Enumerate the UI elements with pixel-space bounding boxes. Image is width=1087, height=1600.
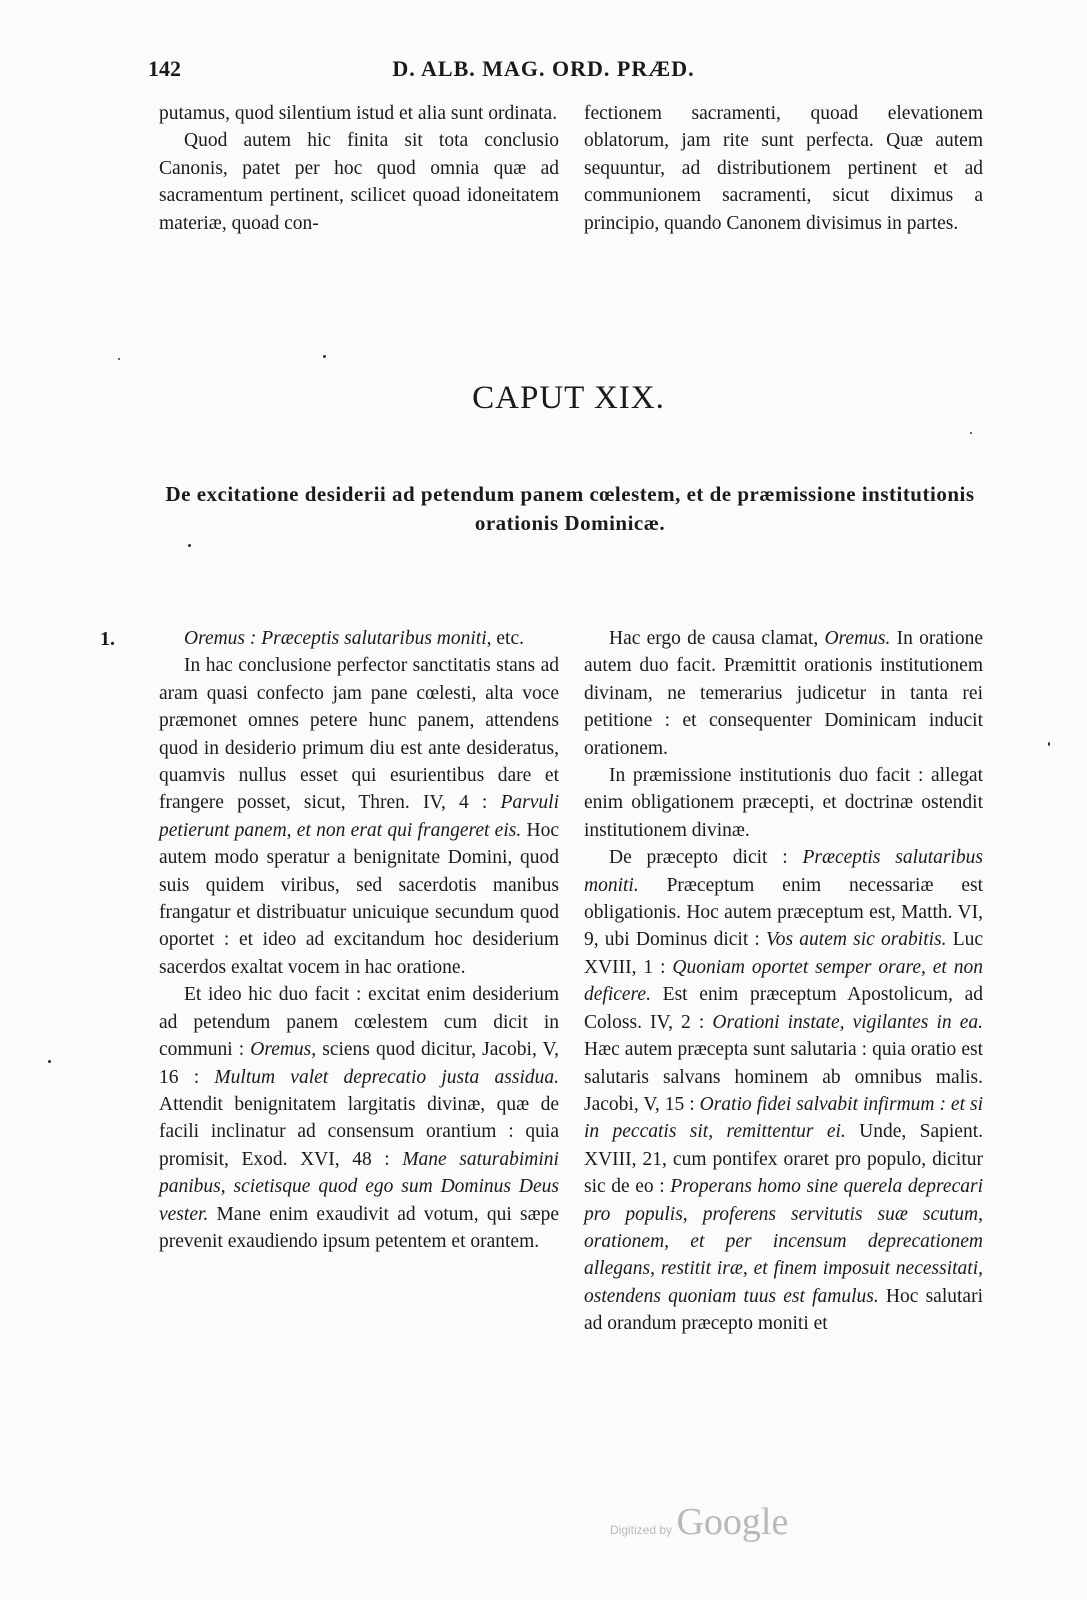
paragraph xyxy=(584,844,983,1337)
google-logo: Google xyxy=(676,1501,789,1543)
section-number: 1. xyxy=(100,628,115,650)
scan-speck xyxy=(1048,742,1050,746)
paragraph xyxy=(159,981,559,1255)
scan-speck xyxy=(118,358,120,360)
page-number: 142 xyxy=(148,56,181,81)
text: Est enim præceptum Apostolicum, ad Coloss. IV, 2 : xyxy=(584,984,983,1033)
text: Luc XVIII, 1 : xyxy=(584,929,984,978)
quotation: Mane saturabimini panibus, scietisque quod ego sum Dominus Deus vester. xyxy=(159,1148,559,1225)
paragraph: fectionem sacramenti, quoad elevationem oblatorum, jam rite sunt perfecta. Quæ autem sequuntur, ad distributionem pertinent et ad communionem sacramenti, sicut diximus a principio, quando Canonem divisimus in partes. xyxy=(584,103,983,234)
paragraph: putamus, quod silentium istud et alia sunt ordinata. xyxy=(159,103,558,124)
text: Et ideo hic duo facit : excitat enim desiderium ad petendum panem cœlestem cum dicit in communi : xyxy=(159,984,559,1061)
text: , etc. xyxy=(486,628,524,649)
digitized-watermark xyxy=(610,1500,788,1544)
chapter-subtitle: De excitatione desiderii ad petendum panem cœlestem, et de præmissione institutionis orationis Dominicæ. xyxy=(165,482,975,535)
main-left-column xyxy=(159,625,559,1255)
scan-speck xyxy=(323,355,326,358)
quotation: Multum valet deprecatio justa assidua. xyxy=(214,1066,559,1088)
quotation: Properans homo sine querela deprecari pro populis, proferens servitutis suæ scutum, orationem, et per incensum deprecationem allegans, restitit iræ, et finem imposuit necessitati, ostendens quoniam tuus est famulus. xyxy=(584,1176,983,1307)
top-left-column xyxy=(159,100,559,237)
text: Hoc autem modo speratur a benignitate Domini, quod suis quidem viribus, sed sacerdotis manibus frangatur et distribuatur unicuique secundum quod oportet : et ideo ad excitandum hoc desiderium sacerdos exaltat vocem in hac oratione. xyxy=(159,819,559,978)
text: Unde, Sapient. XVIII, 21, cum pontifex oraret pro populo, dicitur sic de eo : xyxy=(584,1121,983,1198)
text: Hoc salutari ad orandum præcepto moniti et xyxy=(584,1285,983,1335)
text: In hac conclusione perfector sanctitatis stans ad aram quasi confecto jam pane cœlesti, alta voce præmonet omnes petere hunc panem, attendens quod in desiderio primum diu est ante desideratus, quamvis nullus esset qui esurientibus dare et frangere posset, sicut, Thren. IV, 4 : xyxy=(159,655,559,814)
watermark-prefix: Digitized by xyxy=(610,1523,673,1537)
text: Præceptum enim necessariæ est obligationis. Hoc autem præceptum est, Matth. VI, 9, ubi Dominus dicit : xyxy=(584,874,983,951)
quotation: Oratio fidei salvabit infirmum : et si in peccatis sit, remittentur ei. xyxy=(584,1093,983,1143)
paragraph xyxy=(584,625,983,762)
text: In oratione autem duo facit. Præmittit orationis institutionem divinam, ne temerarius judicetur in tanta rei petitione : et consequenter Dominicam inducit orationem. xyxy=(584,628,983,759)
quotation: Parvuli petierunt panem, et non erat qui frangeret eis. xyxy=(159,792,559,841)
text: Hac ergo de causa clamat, xyxy=(609,628,825,649)
quotation: Quoniam oportet semper orare, et non deficere. xyxy=(584,956,983,1006)
paragraph xyxy=(159,652,559,981)
scan-speck xyxy=(188,544,191,547)
top-right-column xyxy=(584,100,983,237)
chapter-title: CAPUT XIX. xyxy=(472,380,665,416)
paragraph: Quod autem hic finita sit tota conclusio Canonis, patet per hoc quod omnia quæ ad sacramentum pertinent, scilicet quoad idoneitatem materiæ, quoad con- xyxy=(159,130,559,234)
quotation: Orationi instate, vigilantes in ea. xyxy=(712,1011,983,1033)
quotation: Vos autem sic orabitis. xyxy=(766,929,947,951)
text: Mane enim exaudivit ad votum, qui sæpe prevenit exaudiendo ipsum petentem et orantem. xyxy=(159,1203,559,1252)
quotation: Oremus. xyxy=(824,628,891,649)
quotation: Præceptis salutaribus moniti. xyxy=(584,847,984,896)
scan-speck xyxy=(970,432,972,434)
quotation: Oremus xyxy=(250,1039,312,1061)
text: Hæc autem præcepta sunt salutaria : quia oratio est salutaris salvans hominem ab omnibus malis. Jacobi, V, 15 : xyxy=(584,1039,983,1115)
scan-speck xyxy=(48,1060,51,1063)
text: Attendit benignitatem largitatis divinæ, quæ de facili inclinatur ad consensum orantium : quia promisit, Exod. XVI, 48 : xyxy=(159,1093,559,1170)
text: De præcepto dicit : xyxy=(609,847,803,869)
main-right-column xyxy=(584,625,983,1338)
incipit: Oremus : Præceptis salutaribus moniti xyxy=(184,628,487,649)
paragraph: In præmissione institutionis duo facit : allegat enim obligationem præcepti, et doctrinæ ostendit institutionem divinæ. xyxy=(584,765,983,841)
paragraph xyxy=(159,625,559,652)
running-title: D. ALB. MAG. ORD. PRÆD. xyxy=(392,56,695,81)
text: , sciens quod dicitur, Jacobi, V, 16 : xyxy=(159,1039,560,1088)
